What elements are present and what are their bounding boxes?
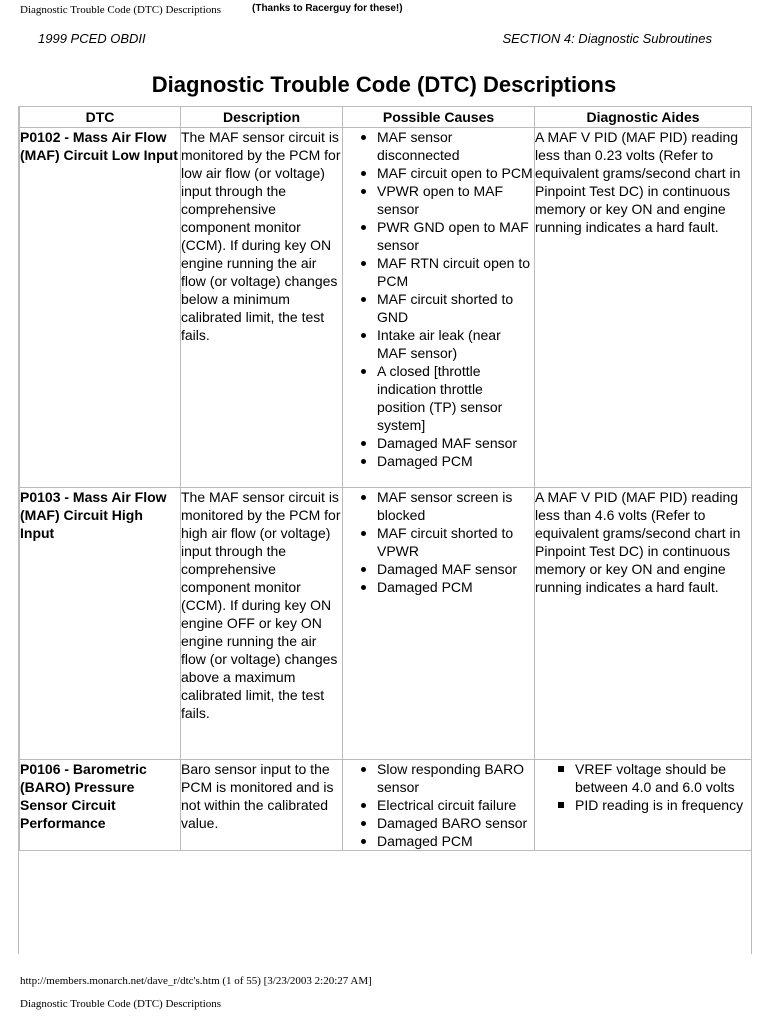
- description-cell: The MAF sensor circuit is monitored by the PCM for high air flow (or voltage) input through the comprehensive component monitor (CCM). If during key ON engine OFF or key ON engine running the air flow (or voltage) changes above a maximum calibrated limit, the test fails.: [181, 488, 343, 760]
- header-possible-causes: Possible Causes: [343, 107, 535, 128]
- cause-item: MAF RTN circuit open to PCM: [377, 254, 534, 290]
- cause-item: MAF circuit shorted to GND: [377, 290, 534, 326]
- cause-item: PWR GND open to MAF sensor: [377, 218, 534, 254]
- doc-header-right: SECTION 4: Diagnostic Subroutines: [502, 31, 712, 46]
- cause-item: Damaged MAF sensor: [377, 434, 534, 452]
- cause-item: Damaged PCM: [377, 452, 534, 470]
- description-cell: The MAF sensor circuit is monitored by the PCM for low air flow (or voltage) input through the comprehensive component monitor (CCM). If during key ON engine running the air flow (or voltage) changes below a minimum calibrated limit, the test fails.: [181, 128, 343, 488]
- aides-cell: [535, 760, 752, 851]
- dtc-table: [19, 106, 752, 851]
- causes-list: [343, 488, 534, 596]
- table-header-row: [20, 107, 752, 128]
- header-dtc: DTC: [20, 107, 181, 128]
- footer-url: http://members.monarch.net/dave_r/dtc's.htm (1 of 55) [3/23/2003 2:20:27 AM]: [20, 975, 372, 987]
- dtc-code-cell: P0103 - Mass Air Flow (MAF) Circuit High Input: [20, 488, 181, 760]
- header-diagnostic-aides: Diagnostic Aides: [535, 107, 752, 128]
- dtc-code-cell: P0106 - Barometric (BARO) Pressure Sensor Circuit Performance: [20, 760, 181, 851]
- causes-cell: [343, 128, 535, 488]
- aide-item: VREF voltage should be between 4.0 and 6.0 volts: [575, 760, 751, 796]
- aides-cell: A MAF V PID (MAF PID) reading less than 4.6 volts (Refer to equivalent grams/second chart in Pinpoint Test DC) in continuous memory or key ON and engine running indicates a hard fault.: [535, 488, 752, 760]
- cause-item: MAF sensor disconnected: [377, 128, 534, 164]
- cause-item: Intake air leak (near MAF sensor): [377, 326, 534, 362]
- cause-item: MAF circuit shorted to VPWR: [377, 524, 534, 560]
- cause-item: VPWR open to MAF sensor: [377, 182, 534, 218]
- aides-list: [535, 760, 751, 814]
- table-row: [20, 760, 752, 851]
- cause-item: MAF circuit open to PCM: [377, 165, 533, 181]
- causes-cell: [343, 760, 535, 851]
- causes-list: [343, 128, 534, 470]
- cause-item: MAF sensor screen is blocked: [377, 488, 534, 524]
- aide-item: PID reading is in frequency: [575, 796, 751, 814]
- cause-item: Damaged PCM: [377, 578, 534, 596]
- causes-list: [343, 760, 534, 850]
- header-description: Description: [181, 107, 343, 128]
- doc-header-left: 1999 PCED OBDII: [38, 31, 146, 46]
- thanks-note: (Thanks to Racerguy for these!): [252, 3, 403, 14]
- cause-item: Damaged MAF sensor: [377, 560, 534, 578]
- page-title: Diagnostic Trouble Code (DTC) Descriptions: [151, 72, 617, 97]
- table-row: [20, 488, 752, 760]
- dtc-table-container: [18, 106, 752, 954]
- description-cell: Baro sensor input to the PCM is monitored and is not within the calibrated value.: [181, 760, 343, 851]
- footer-page-title: Diagnostic Trouble Code (DTC) Descriptions: [20, 998, 222, 1010]
- aides-cell: A MAF V PID (MAF PID) reading less than 0.23 volts (Refer to equivalent grams/second chart in Pinpoint Test DC) in continuous memory or key ON and engine running indicates a hard fault.: [535, 128, 752, 488]
- cause-item: Damaged BARO sensor: [377, 814, 534, 832]
- cause-item: Slow responding BARO sensor: [377, 760, 534, 796]
- causes-cell: [343, 488, 535, 760]
- browser-page-title: Diagnostic Trouble Code (DTC) Descriptions: [20, 4, 222, 16]
- cause-item: Damaged PCM: [377, 832, 534, 850]
- dtc-code-cell: P0102 - Mass Air Flow (MAF) Circuit Low Input: [20, 128, 181, 488]
- table-row: [20, 128, 752, 488]
- cause-item: A closed [throttle indication throttle position (TP) sensor system]: [377, 362, 534, 434]
- cause-item: Electrical circuit failure: [377, 796, 534, 814]
